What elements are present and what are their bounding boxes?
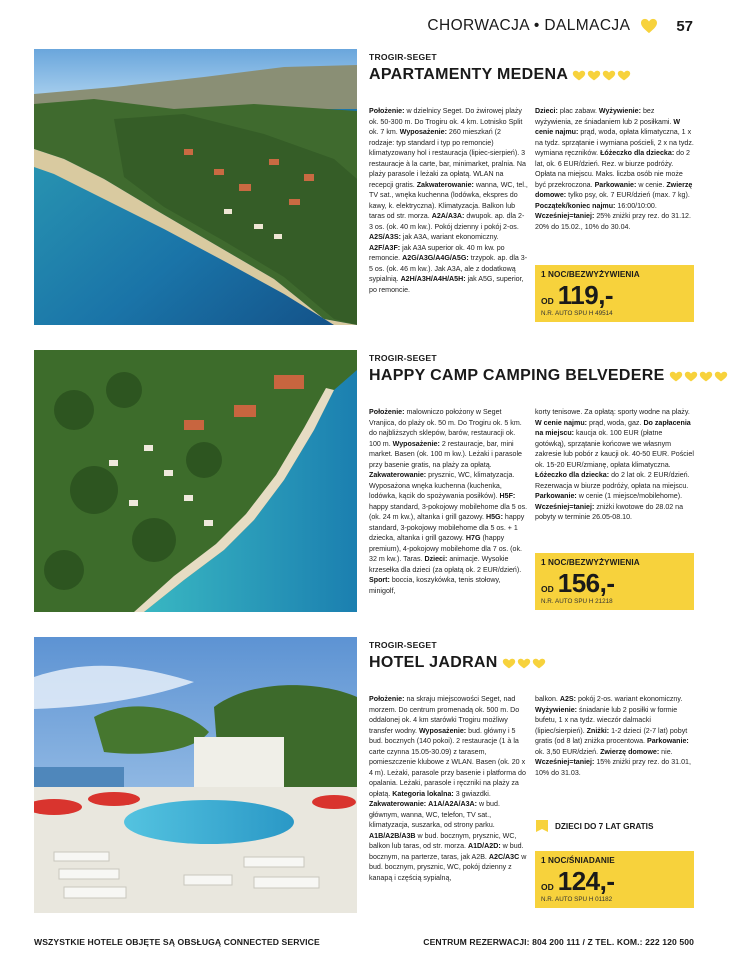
- description-label: A1D/A2D:: [467, 842, 501, 850]
- description-label: Zniżki:: [586, 726, 610, 735]
- description-text: jak A3A, wariant ekonomiczny.: [400, 233, 499, 241]
- hotel-photo: [34, 637, 357, 913]
- description-label: Łóżeczko dla dziecka:: [600, 149, 675, 157]
- description-text: 16:00/10:00.: [615, 201, 657, 210]
- description-text: prąd, woda, gaz.: [587, 418, 642, 427]
- price-value: 124,-: [557, 866, 615, 896]
- description-text: śniadanie lub 2 posiłki w formie bufetu, 1 x na tydz. wieczór dalmacki (lipiec/sierpień).: [535, 705, 678, 735]
- rating-heart-icon: [714, 371, 728, 382]
- price-value: 119,-: [557, 280, 614, 310]
- offer-name: [369, 654, 694, 672]
- offer-name-text: APARTAMENTY MEDENA: [369, 66, 569, 83]
- price-box: [535, 851, 694, 908]
- rating-heart-icon: [684, 371, 698, 382]
- description-text: w cenie (1 miejsce/mobilehome).: [576, 492, 683, 500]
- description-label: Łóżeczko dla dziecka:: [535, 471, 610, 479]
- description-label: Wyżywienie:: [598, 107, 641, 115]
- offer-content: [369, 637, 694, 903]
- description-label: W cenie najmu:: [535, 418, 588, 427]
- description-text: ok. 3,50 EUR/dzień.: [535, 747, 599, 756]
- description-label: Kategoria lokalna:: [392, 789, 454, 798]
- description-text: prysznic, WC, klimatyzacja. Wyposażona wnęka kuchenna (kuchenka, lodówka, kącik do spożywania posiłków).: [369, 471, 515, 500]
- description-text: plac zabaw.: [557, 107, 597, 115]
- description-label: Początek/koniec najmu:: [535, 201, 616, 210]
- description-label: Wcześniej=taniej:: [535, 502, 595, 511]
- description-text: bez wyżywienia, ze śniadaniem lub 2 posiłkami.: [535, 107, 672, 126]
- description-label: Wcześniej=taniej:: [535, 212, 595, 220]
- price-prefix: OD: [541, 882, 554, 892]
- description-label: Dzieci:: [535, 107, 558, 115]
- description-label: A2A/A3A:: [431, 212, 465, 220]
- description-text: 25% zniżki przy rez. do 31.12. 20% do 15.02., 10% do 30.04.: [535, 212, 691, 231]
- heart-logo-icon: [640, 18, 658, 34]
- rating-heart-icon: [572, 70, 586, 81]
- hotel-photo: [34, 350, 357, 612]
- description-label: Zakwaterowanie:: [369, 471, 427, 479]
- description-text: dwupok. ap. dla 2-3 os. (ok. 40 m kw.). Pokój dzienny i pokój 2-os.: [369, 212, 525, 231]
- description-label: Położenie:: [369, 107, 405, 115]
- description-label: W cenie najmu:: [535, 117, 681, 136]
- rating-heart-icon: [532, 658, 546, 669]
- description-text: jak A3A superior ok. 40 m kw. po remoncie.: [369, 243, 505, 262]
- description-text: 3 gwiazdki.: [453, 789, 491, 798]
- description-text: w bud. bocznym, prysznic, WC, balkon lub taras, od str. morza.: [369, 831, 517, 850]
- description-text: w dzielnicy Seget. Do żwirowej plaży ok. 50-300 m. Do Trogiru ok. 4 km. Lotnisko Split ok. 7 km.: [369, 107, 523, 136]
- price-prefix: OD: [541, 296, 554, 306]
- description-text: happy standard, 3-pokojowy mobilehome dla 5 os. (ok. 24 m kw.), altanka i grill gazowy.: [369, 502, 528, 521]
- offer-content: [369, 49, 694, 317]
- page-header: [427, 15, 693, 37]
- description-text: animacje. Wysokie krzesełka dla dzieci (za opłatą ok. 2 EUR/dzień).: [369, 555, 522, 574]
- description-text: na skraju miejscowości Seget, nad morzem. Do centrum promenadą ok. 500 m. Do oddalonej ok. 4 km starówki Trogiru możliwy transfer wodny.: [369, 695, 520, 735]
- offer-name: [369, 66, 694, 84]
- offer-hotel-jadran: [34, 637, 694, 913]
- description-label: Do zapłacenia na miejscu:: [535, 418, 691, 437]
- description-text: w cenie.: [636, 180, 665, 189]
- description-column-1: [369, 407, 528, 596]
- description-text: happy standard, 3-pokojowy mobilehome dla 5 os. + 1 dziecka, altanka i grill gazowy.: [369, 513, 525, 542]
- offer-region: TROGIR-SEGET: [369, 52, 437, 62]
- tag-icon: [535, 819, 549, 833]
- description-text: kaucja ok. 100 EUR (płatne gotówką), sprzątanie końcowe we własnym zakresie lub pobór z kaucji ok. 40-50 EUR. Pościel ok. 15-20 EUR/zmianę, opłata klimatyczna.: [535, 429, 694, 469]
- description-text: bud. główny i 5 bud. bocznych (140 pokoi). 2 restauracje (1 à la carte czynna 15.05-30.09) z tarasem, pomieszczenie klubowe z WLAN. Basen (ok. 20 x 4 m). Leżaki, parasole przy basenie i platforma do opalania. Leżaki, parasole i ręczniki na plaży za opłatą.: [369, 726, 526, 798]
- price-label: 1 NOC/BEZWYŻYWIENIA: [541, 558, 640, 567]
- description-label: Położenie:: [369, 408, 405, 416]
- kids-free-text: DZIECI DO 7 LAT GRATIS: [555, 821, 654, 831]
- description-text: (happy premium), 4-pokojowy mobilehome dla 7 os. (ok. 32 m kw.). Taras.: [369, 534, 522, 563]
- section-title: CHORWACJA • DALMACJA: [427, 17, 631, 34]
- description-column-1: [369, 694, 528, 883]
- description-text: do 2 lat, ok. 6 EUR/dzień. Rez. w biurze podróży. Opłata na miejscu. Maks. liczba osób nie może być przekroczona.: [535, 149, 690, 189]
- description-column-1: [369, 106, 528, 295]
- description-text: 2 restauracje, bar, mini market. Basen (ok. 100 m kw.). Leżaki i parasole przy basenie gratis, na plaży za opłatą.: [369, 439, 522, 469]
- description-text: balkon.: [535, 695, 558, 703]
- description-label: A2C/A3C: [488, 852, 520, 861]
- description-text: jak A5G, superior, po remoncie.: [369, 275, 524, 294]
- description-text: w bud. głównym, wanna, WC, telefon, TV sat., klimatyzacja, suszarka, od strony parku.: [369, 800, 500, 829]
- description-text: prąd, woda, opłata klimatyczna, 1 x na tydz. sprzątanie i wymiana pościeli, 2 x na tydz. wymiana ręczników.: [535, 128, 694, 157]
- rating-heart-icon: [669, 371, 683, 382]
- description-text: 1-2 dzieci (2-7 lat) pobyt gratis (od 8 lat) zniżka procentowa.: [535, 726, 688, 745]
- description-text: malowniczo położony w Seget Vranjica, do plaży ok. 50 m. Do Trogiru ok. 5 km. do najbliższych sklepów, barów, restauracji ok. 100 m.: [369, 408, 522, 448]
- description-text: zniżki kwotowe do 28.02 na pobyty w terminie 26.05-08.10.: [535, 502, 684, 521]
- rating-icons: [572, 70, 631, 81]
- page-number: 57: [676, 17, 693, 35]
- description-label: A1A/A2A/A3A:: [428, 800, 478, 808]
- description-label: A2S:: [559, 695, 577, 703]
- description-text: boccia, koszykówka, tenis stołowy, minigolf,: [369, 576, 501, 595]
- rating-heart-icon: [587, 70, 601, 81]
- description-label: Wcześniej=taniej:: [535, 758, 595, 766]
- description-label: Położenie:: [369, 695, 405, 703]
- kids-free-note: [535, 819, 694, 833]
- price-value: 156,-: [557, 568, 615, 598]
- price-code: N.R. AUTO SPU H 49514: [541, 310, 613, 317]
- description-label: Wyżywienie:: [535, 705, 578, 714]
- offer-name-text: HOTEL JADRAN: [369, 654, 498, 671]
- rating-icons: [669, 371, 729, 382]
- description-label: A1B/A2B/A3B: [369, 831, 416, 840]
- description-label: H5F:: [499, 492, 516, 500]
- rating-heart-icon: [617, 70, 631, 81]
- rating-heart-icon: [699, 371, 713, 382]
- rating-icons: [502, 658, 546, 669]
- price-code: N.R. AUTO SPU H 21218: [541, 598, 613, 605]
- rating-heart-icon: [517, 658, 531, 669]
- description-label: H5G:: [485, 513, 503, 521]
- description-label: A2F/A3F:: [369, 243, 401, 252]
- description-label: H7G: [465, 534, 481, 542]
- price-code: N.R. AUTO SPU H 01182: [541, 896, 613, 903]
- description-text: 15% zniżki przy rez. do 31.01, 10% do 31.03.: [535, 758, 691, 777]
- price-row: [541, 867, 688, 895]
- description-text: trzypok. ap. dla 3-5 os. (ok. 46 m kw.). Jak A3A, ale z dodatkową sypialnią.: [369, 254, 528, 283]
- description-label: A2G/A3G/A4G/A5G:: [402, 254, 469, 262]
- price-row: [541, 569, 688, 597]
- description-label: Zwierzę domowe:: [600, 747, 660, 756]
- description-label: Zwierzę domowe:: [535, 180, 693, 199]
- description-label: Wyposażenie:: [392, 439, 440, 448]
- price-box: [535, 265, 694, 322]
- description-label: Parkowanie:: [594, 180, 637, 189]
- offer-apartamenty-medena: [34, 49, 694, 325]
- description-label: Parkowanie:: [647, 737, 689, 745]
- description-label: Zakwaterowanie:: [369, 800, 427, 808]
- description-label: A2S/A3S:: [369, 233, 401, 241]
- description-text: w bud. bocznym, na parterze, taras, jak A2B.: [369, 842, 524, 861]
- description-text: pokój 2-os. wariant ekonomiczny.: [576, 695, 683, 703]
- price-label: 1 NOC/BEZWYŻYWIENIA: [541, 270, 640, 279]
- price-row: [541, 281, 688, 309]
- description-label: Zakwaterowanie:: [416, 180, 474, 189]
- offer-region: TROGIR-SEGET: [369, 353, 437, 363]
- description-label: Wyposażenie:: [418, 726, 467, 735]
- description-text: tylko psy, ok. 7 EUR/dzień (max. 7 kg).: [566, 191, 690, 199]
- description-text: do 2 lat ok. 2 EUR/dzień. Rezerwacja w biurze podróży, opłata na miejscu.: [535, 471, 690, 490]
- page-footer: [34, 937, 694, 947]
- description-text: 260 mieszkań (2 rodzaje: typ standard i typ po remoncie) klimatyzowany hol i restauracja (lipiec-sierpień). 3 restauracje à la carte, bar, minimarket, pralnia. Na plaży parasole i leżaki za opłatą. WLAN na recepcji gratis.: [369, 128, 526, 189]
- footer-reservation-phone: CENTRUM REZERWACJI: 804 200 111 / Z TEL. KOM.: 222 120 500: [423, 937, 694, 947]
- rating-heart-icon: [602, 70, 616, 81]
- rating-heart-icon: [502, 658, 516, 669]
- description-text: wanna, WC, tel., TV sat., wnęka kuchenna (lodówka, ekspres do kawy, k. elektryczna). Klimatyzacja. Balkon lub taras od str. morza.: [369, 180, 528, 220]
- hotel-photo: [34, 49, 357, 325]
- offer-region: TROGIR-SEGET: [369, 640, 437, 650]
- description-label: Parkowanie:: [535, 492, 577, 500]
- description-text: nie.: [659, 747, 673, 756]
- offer-name-text: HAPPY CAMP CAMPING BELVEDERE: [369, 367, 665, 384]
- description-label: Dzieci:: [424, 555, 448, 563]
- price-prefix: OD: [541, 584, 554, 594]
- offer-happy-camp-belvedere: [34, 350, 694, 612]
- offer-name: [369, 367, 694, 385]
- price-label: 1 NOC/ŚNIADANIE: [541, 856, 615, 865]
- footer-service-note: WSZYSTKIE HOTELE OBJĘTE SĄ OBSŁUGĄ CONNECTED SERVICE: [34, 937, 320, 947]
- description-text: w bud. bocznym, prysznic, WC, pokój dzienny z kanapą i częścią sypialną,: [369, 852, 527, 882]
- description-text: korty tenisowe. Za opłatą: sporty wodne na plaży.: [535, 408, 690, 416]
- description-label: Wyposażenie:: [399, 128, 447, 136]
- description-label: Sport:: [369, 576, 390, 584]
- price-box: [535, 553, 694, 610]
- offer-content: [369, 350, 694, 605]
- description-label: A2H/A3H/A4H/A5H:: [400, 275, 466, 283]
